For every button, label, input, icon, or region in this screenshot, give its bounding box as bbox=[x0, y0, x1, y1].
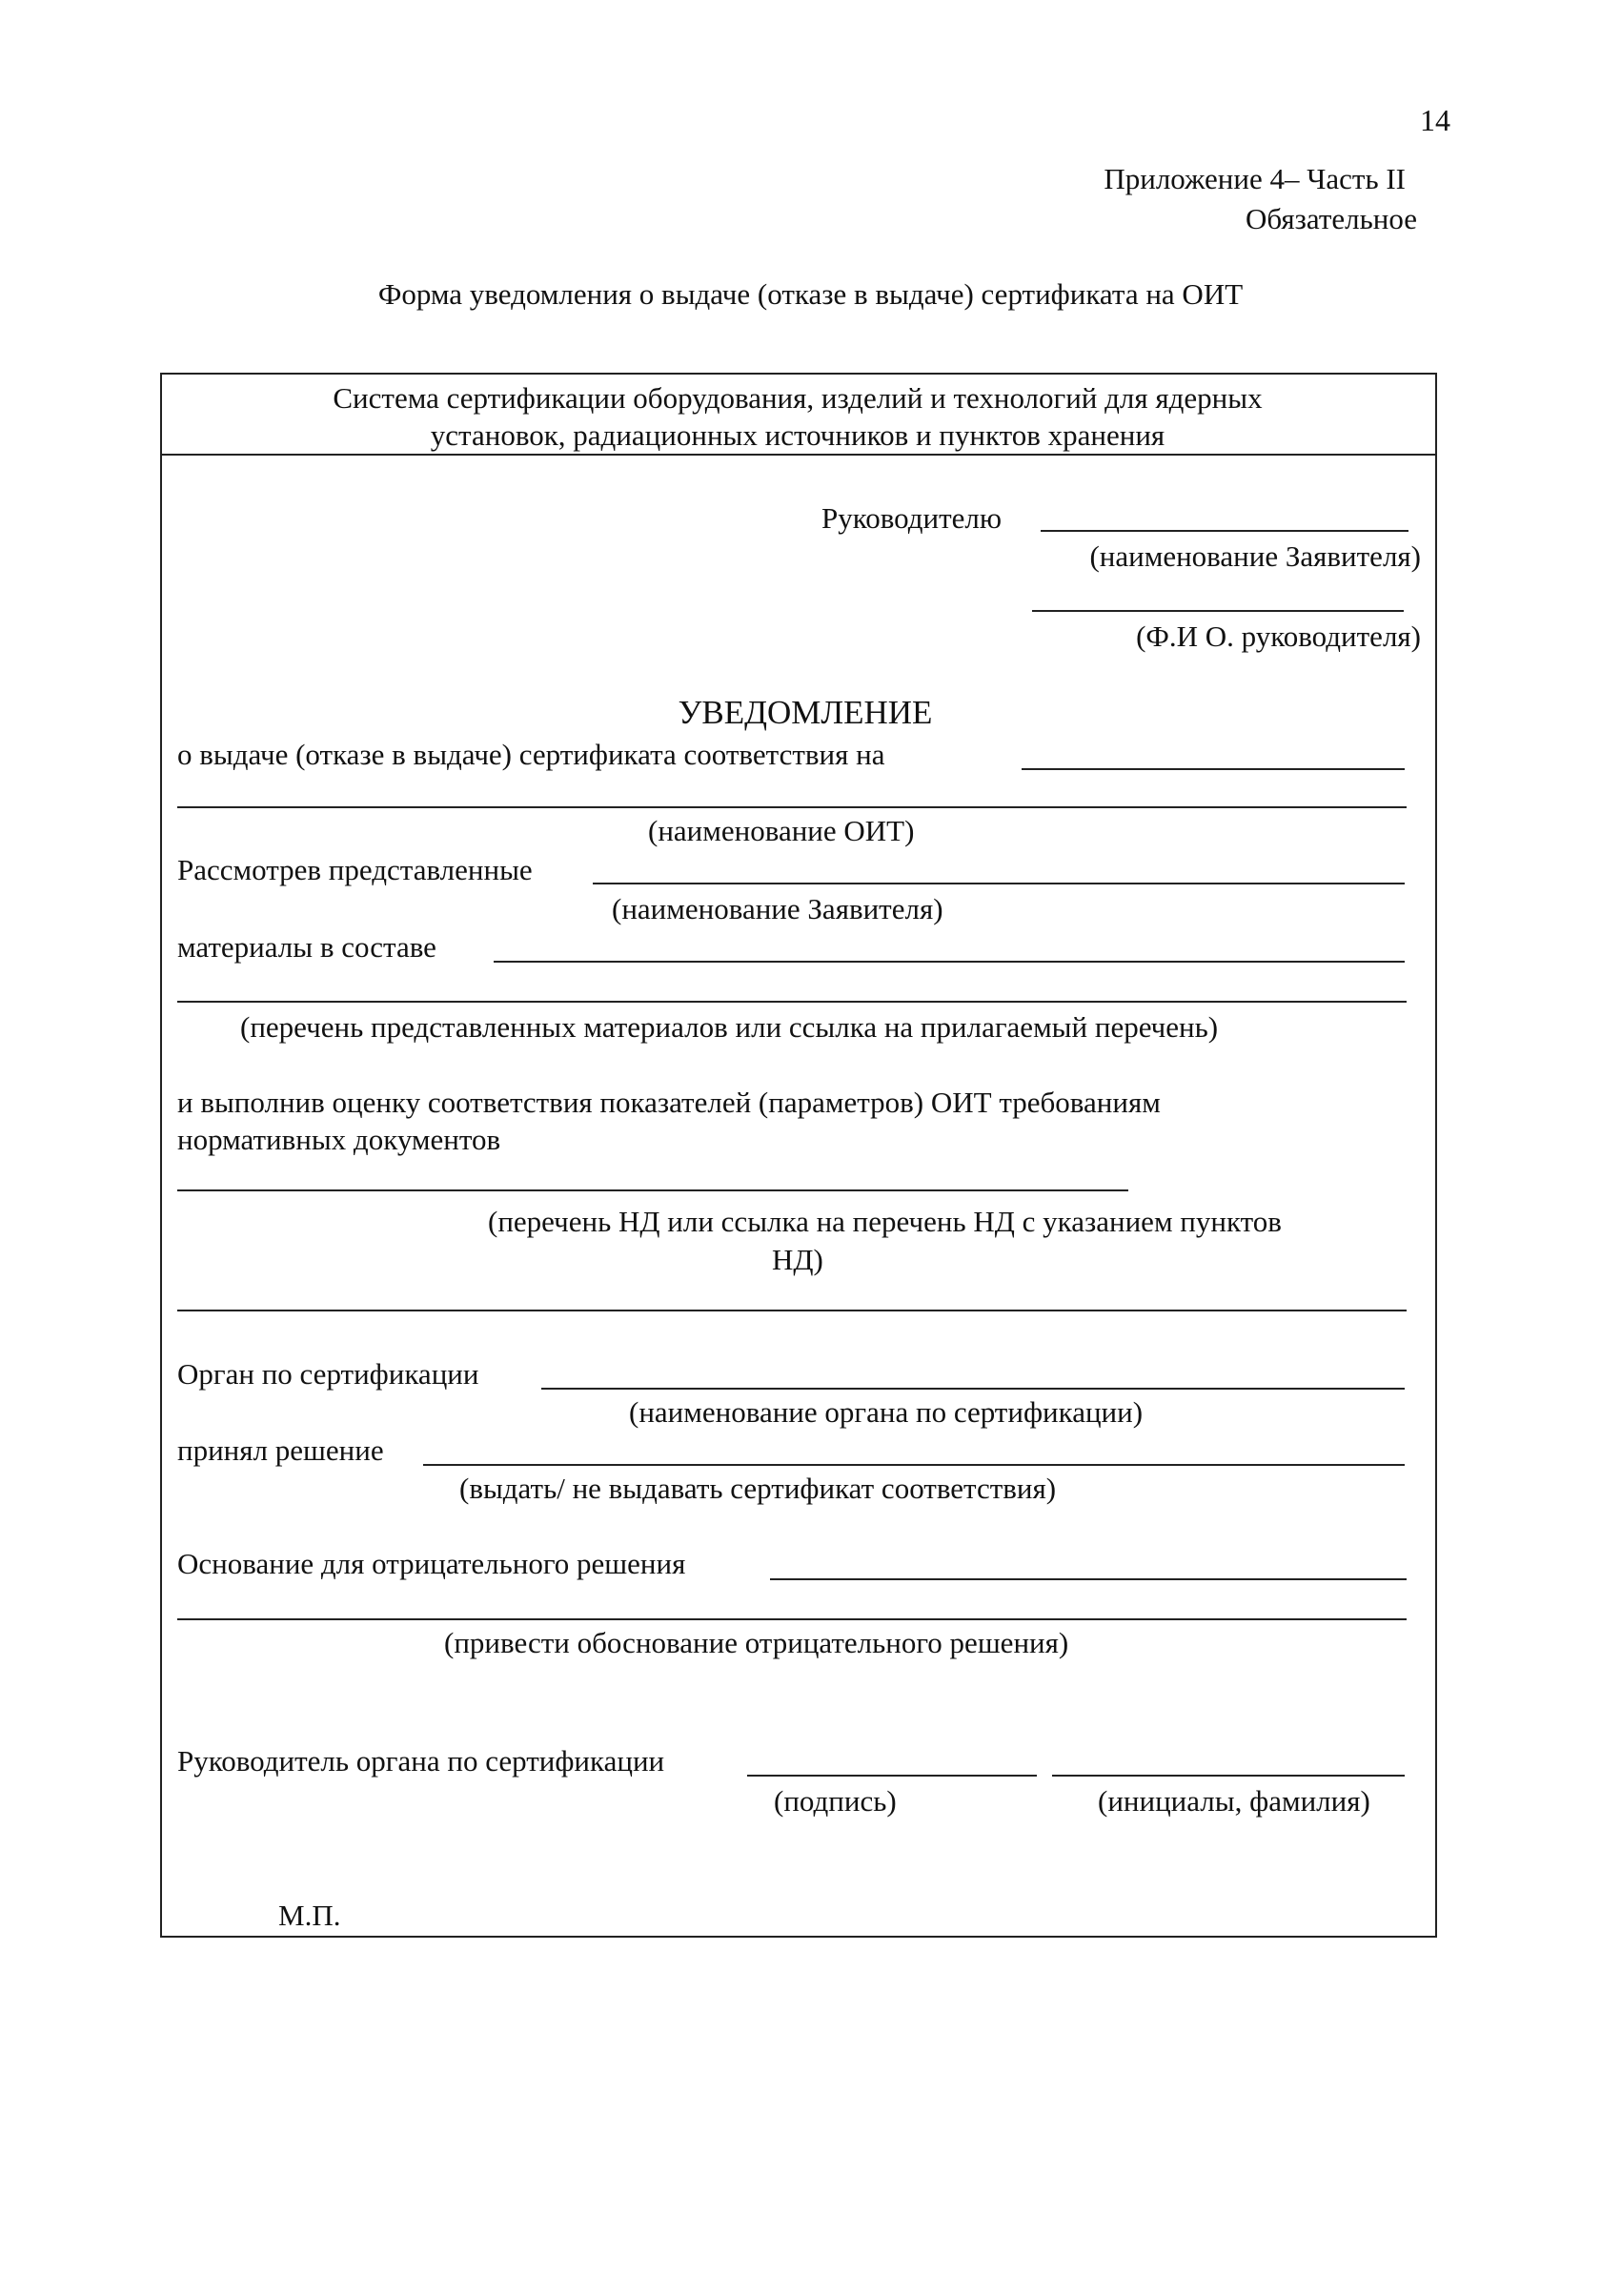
assessment-line1: и выполнив оценку соответствия показателей (параметров) ОИТ требованиям bbox=[177, 1086, 1161, 1119]
nd-list-field-continued[interactable] bbox=[177, 1310, 1407, 1311]
nd-hint-line1: (перечень НД или ссылка на перечень НД с указанием пунктов bbox=[488, 1205, 1282, 1238]
assessment-line2: нормативных документов bbox=[177, 1123, 501, 1156]
oit-name-field[interactable] bbox=[1022, 768, 1405, 770]
applicant-hint: (наименование Заявителя) bbox=[1089, 539, 1421, 573]
reason-hint: (привести обоснование отрицательного решения) bbox=[444, 1626, 1069, 1659]
head-name-hint: (Ф.И О. руководителя) bbox=[1136, 620, 1421, 653]
notice-subtitle: о выдаче (отказе в выдаче) сертификата соответствия на bbox=[177, 738, 885, 771]
reason-field[interactable] bbox=[770, 1578, 1407, 1580]
reviewed-applicant-hint: (наименование Заявителя) bbox=[612, 892, 943, 925]
signer-name-field[interactable] bbox=[1052, 1775, 1405, 1777]
reviewed-applicant-field[interactable] bbox=[593, 883, 1405, 884]
signature-field[interactable] bbox=[747, 1775, 1037, 1777]
page-number: 14 bbox=[1420, 103, 1450, 137]
materials-hint: (перечень представленных материалов или ссылка на прилагаемый перечень) bbox=[240, 1010, 1219, 1044]
decision-hint: (выдать/ не выдавать сертификат соответствия) bbox=[459, 1472, 1057, 1505]
signer-name-hint: (инициалы, фамилия) bbox=[1098, 1784, 1370, 1818]
status-label: Обязательное bbox=[1246, 202, 1417, 235]
notice-title: УВЕДОМЛЕНИЕ bbox=[678, 694, 933, 731]
materials-label: материалы в составе bbox=[177, 930, 436, 964]
decision-field[interactable] bbox=[423, 1464, 1405, 1466]
reason-field-continued[interactable] bbox=[177, 1618, 1407, 1620]
nd-list-field[interactable] bbox=[177, 1189, 1128, 1191]
applicant-name-field[interactable] bbox=[1041, 530, 1408, 532]
system-header-line2: установок, радиационных источников и пунктов хранения bbox=[430, 418, 1165, 452]
head-name-field[interactable] bbox=[1032, 610, 1404, 612]
appendix-label: Приложение 4– Часть II bbox=[1104, 162, 1406, 195]
materials-field-continued[interactable] bbox=[177, 1001, 1407, 1003]
stamp-place-label: М.П. bbox=[278, 1899, 341, 1932]
signer-label: Руководитель органа по сертификации bbox=[177, 1744, 665, 1778]
body-label: Орган по сертификации bbox=[177, 1357, 479, 1391]
form-title: Форма уведомления о выдаче (отказе в выдаче) сертификата на ОИТ bbox=[377, 277, 1244, 311]
body-name-field[interactable] bbox=[541, 1388, 1405, 1390]
materials-field[interactable] bbox=[494, 961, 1405, 963]
nd-hint-line2: НД) bbox=[772, 1243, 823, 1276]
reviewed-label: Рассмотрев представленные bbox=[177, 853, 533, 886]
oit-hint: (наименование ОИТ) bbox=[648, 814, 915, 847]
decision-label: принял решение bbox=[177, 1433, 384, 1467]
oit-name-field-continued[interactable] bbox=[177, 806, 1407, 808]
signature-hint: (подпись) bbox=[774, 1784, 897, 1818]
addressee-label: Руководителю bbox=[821, 501, 1003, 535]
body-hint: (наименование органа по сертификации) bbox=[629, 1395, 1144, 1429]
reason-label: Основание для отрицательного решения bbox=[177, 1547, 686, 1580]
system-header-line1: Система сертификации оборудования, изделий и технологий для ядерных bbox=[333, 381, 1263, 415]
header-separator bbox=[160, 454, 1435, 456]
